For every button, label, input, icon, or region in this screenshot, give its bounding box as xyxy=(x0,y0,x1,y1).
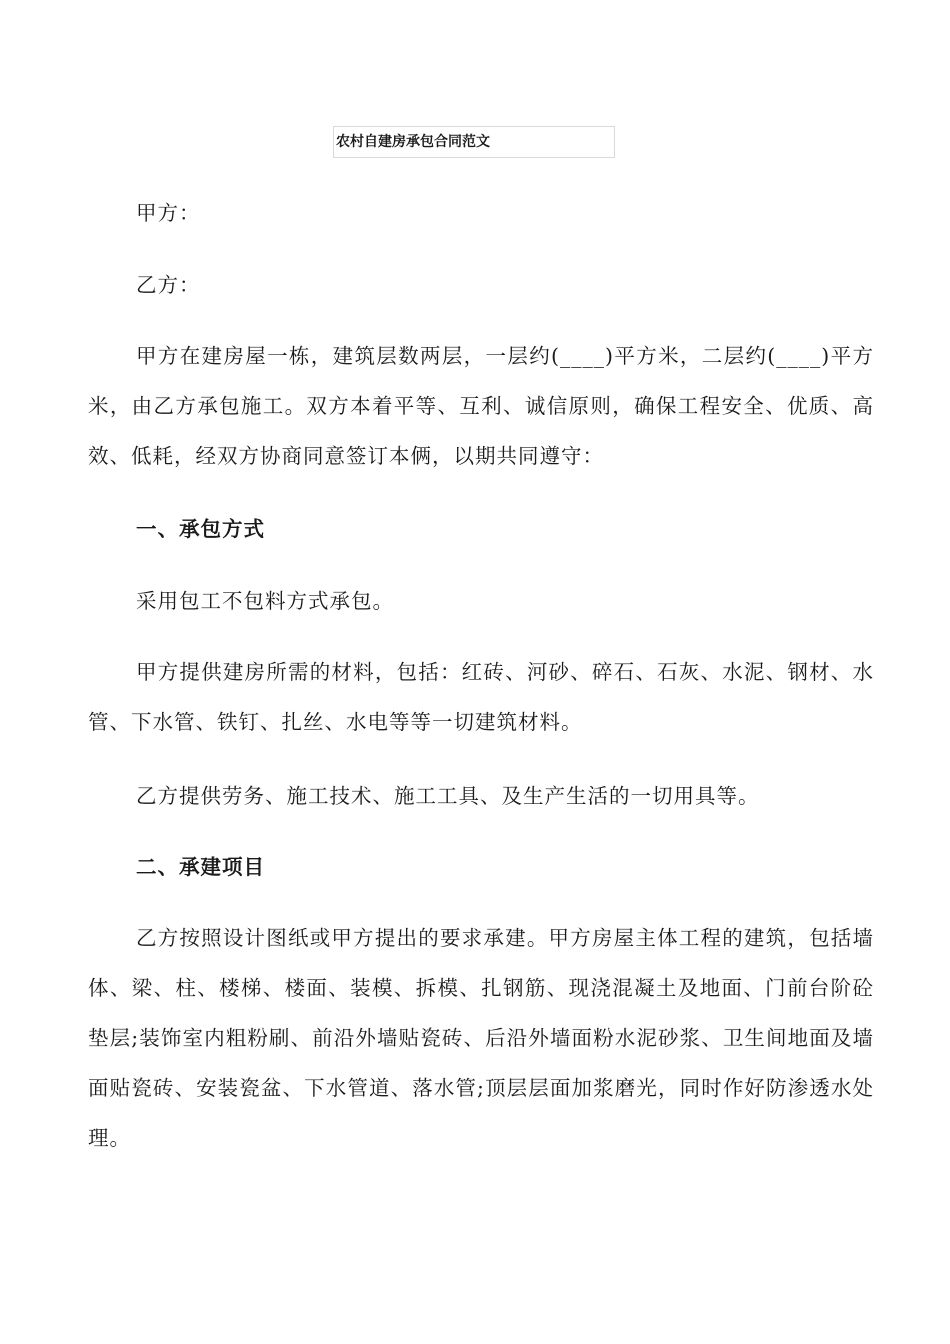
section1-paragraph-2: 甲方提供建房所需的材料，包括：红砖、河砂、碎石、石灰、水泥、钢材、水管、下水管、铁钉、扎丝、水电等等一切建筑材料。 xyxy=(88,660,874,734)
section-heading-contract-method: 一、承包方式 xyxy=(136,517,265,541)
section1-paragraph-3: 乙方提供劳务、施工技术、施工工具、及生产生活的一切用具等。 xyxy=(136,784,760,808)
section1-paragraph-1: 采用包工不包料方式承包。 xyxy=(136,589,394,613)
section-heading-construction-items: 二、承建项目 xyxy=(136,855,265,879)
document-title: 农村自建房承包合同范文 xyxy=(333,126,615,158)
party-a-label: 甲方： xyxy=(136,201,201,225)
party-b-label: 乙方： xyxy=(136,273,201,297)
intro-paragraph: 甲方在建房屋一栋，建筑层数两层，一层约(____)平方米，二层约(____)平方米，由乙方承包施工。双方本着平等、互利、诚信原则，确保工程安全、优质、高效、低耗，经双方协商同意签订本俩，以期共同遵守： xyxy=(88,344,874,468)
section2-paragraph-1: 乙方按照设计图纸或甲方提出的要求承建。甲方房屋主体工程的建筑，包括墙体、梁、柱、楼梯、楼面、装模、拆模、扎钢筋、现浇混凝土及地面、门前台阶砼垫层;装饰室内粗粉刷、前沿外墙贴瓷砖、后沿外墙面粉水泥砂浆、卫生间地面及墙面贴瓷砖、安装瓷盆、下水管道、落水管;顶层层面加浆磨光，同时作好防渗透水处理。 xyxy=(88,926,874,1150)
